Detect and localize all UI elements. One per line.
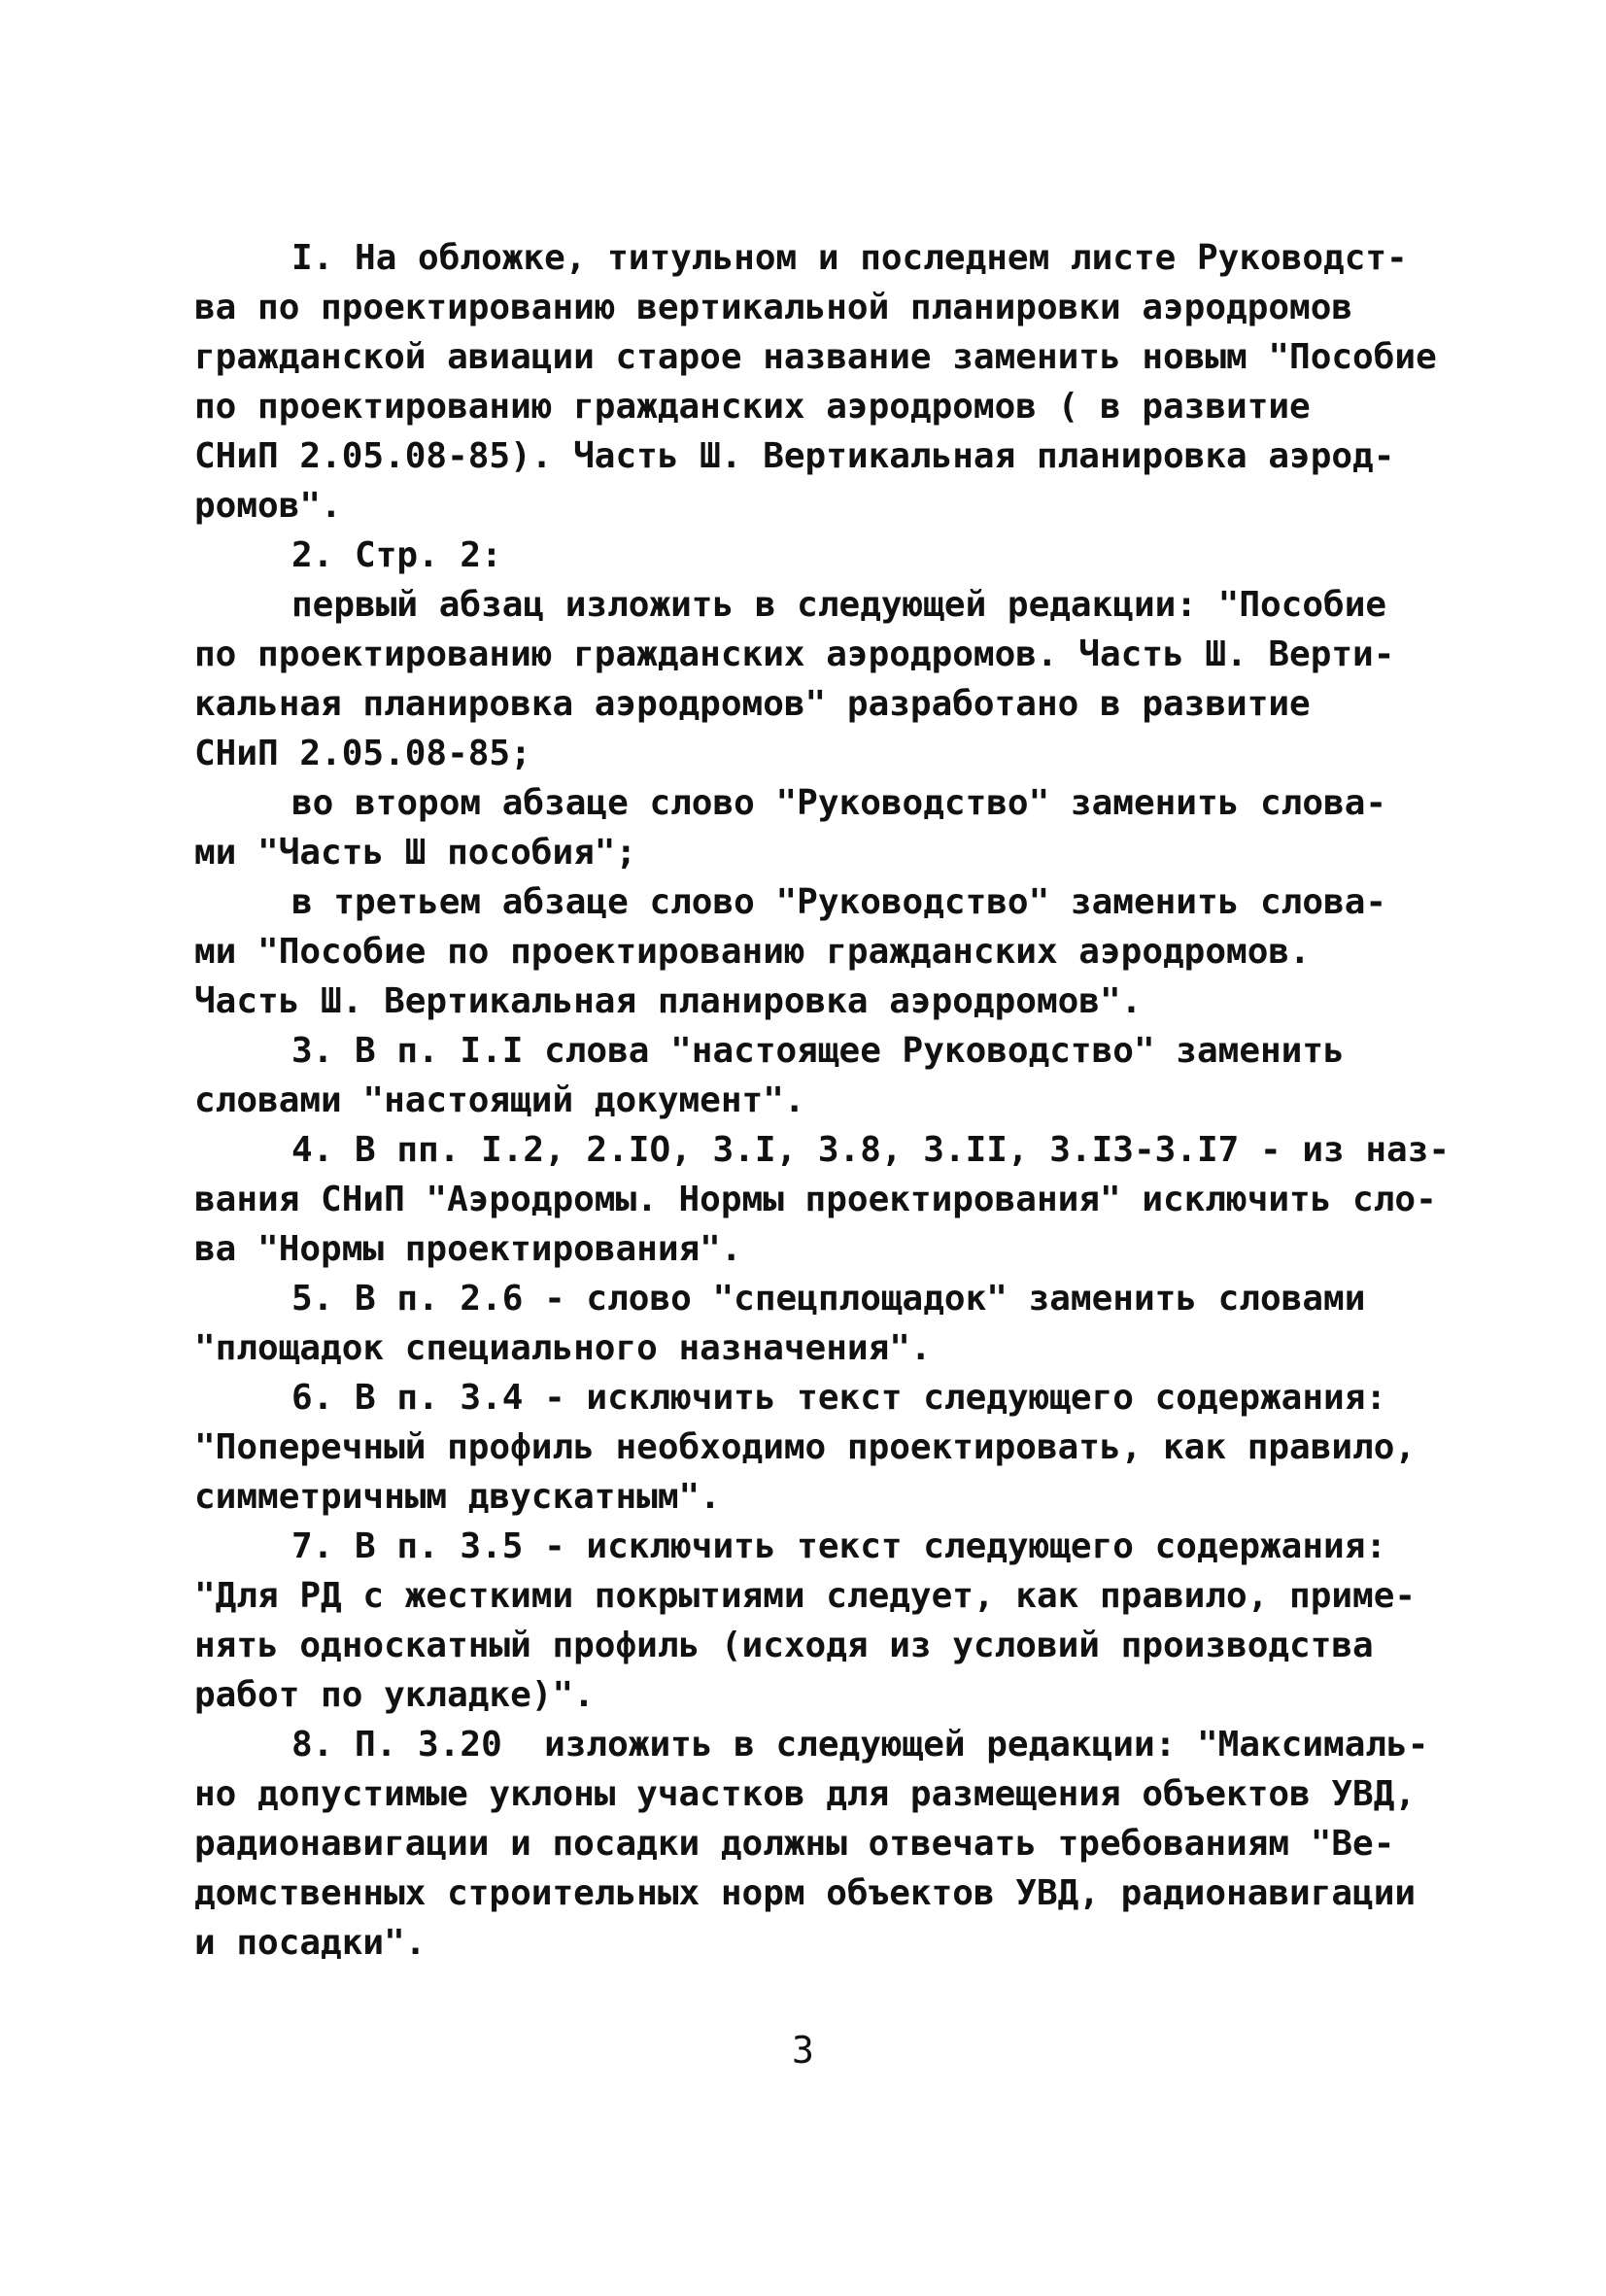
text-line: ва "Нормы проектирования". xyxy=(194,1229,742,1269)
text-line: 6. В п. 3.4 - исключить текст следующего содержания: xyxy=(291,1378,1387,1418)
text-line: 8. П. 3.20 изложить в следующей редакции: "Максималь- xyxy=(291,1725,1429,1765)
text-line: 7. В п. 3.5 - исключить текст следующего содержания: xyxy=(291,1526,1387,1566)
text-line: по проектированию гражданских аэродромов ( в развитие xyxy=(194,387,1311,427)
text-line: симметричным двускатным". xyxy=(194,1477,721,1517)
text-line: 3. В п. I.I слова "настоящее Руководство" заменить xyxy=(291,1031,1345,1071)
text-line: "Поперечный профиль необходимо проектировать, как правило, xyxy=(194,1427,1417,1467)
page-number: 3 xyxy=(792,2029,814,2072)
text-line: вания СНиП "Аэродромы. Нормы проектирования" исключить сло- xyxy=(194,1180,1437,1219)
text-line: но допустимые уклоны участков для размещения объектов УВД, xyxy=(194,1774,1417,1814)
text-line: кальная планировка аэродромов" разработано в развитие xyxy=(194,684,1311,724)
text-line: Часть Ш. Вертикальная планировка аэродромов". xyxy=(194,981,1143,1021)
text-line: "Для РД с жесткими покрытиями следует, как правило, приме- xyxy=(194,1576,1417,1616)
text-line: ми "Часть Ш пособия"; xyxy=(194,833,637,873)
text-line: домственных строительных норм объектов УВД, радионавигации xyxy=(194,1873,1417,1913)
text-line: гражданской авиации старое название заменить новым "Пособие xyxy=(194,337,1437,377)
text-line: СНиП 2.05.08-85). Часть Ш. Вертикальная планировка аэрод- xyxy=(194,436,1395,476)
text-line: по проектированию гражданских аэродромов. Часть Ш. Верти- xyxy=(194,634,1395,674)
text-line: СНиП 2.05.08-85; xyxy=(194,734,531,773)
text-line: во втором абзаце слово "Руководство" заменить слова- xyxy=(291,783,1387,823)
text-line: ва по проектированию вертикальной планировки аэродромов xyxy=(194,288,1353,327)
text-line: ромов". xyxy=(194,486,342,526)
text-line: словами "настоящий документ". xyxy=(194,1080,805,1120)
text-line: 4. В пп. I.2, 2.IO, 3.I, 3.8, 3.II, 3.I3-3.I7 - из наз- xyxy=(291,1130,1451,1170)
text-line: ми "Пособие по проектированию гражданских аэродромов. xyxy=(194,932,1311,972)
text-line: работ по укладке)". xyxy=(194,1675,595,1715)
text-line: нять односкатный профиль (исходя из условий производства xyxy=(194,1626,1374,1665)
text-line: "площадок специального назначения". xyxy=(194,1328,932,1368)
text-line: 5. В п. 2.6 - слово "спецплощадок" заменить словами xyxy=(291,1279,1366,1319)
document-body xyxy=(194,233,1451,1968)
text-line: I. На обложке, титульном и последнем листе Руководст- xyxy=(291,238,1408,278)
text-line: радионавигации и посадки должны отвечать требованиям "Ве- xyxy=(194,1824,1395,1864)
text-line: в третьем абзаце слово "Руководство" заменить слова- xyxy=(291,882,1387,922)
text-line: первый абзац изложить в следующей редакции: "Пособие xyxy=(291,585,1387,625)
text-line: и посадки". xyxy=(194,1923,427,1963)
text-line: 2. Стр. 2: xyxy=(291,535,502,575)
